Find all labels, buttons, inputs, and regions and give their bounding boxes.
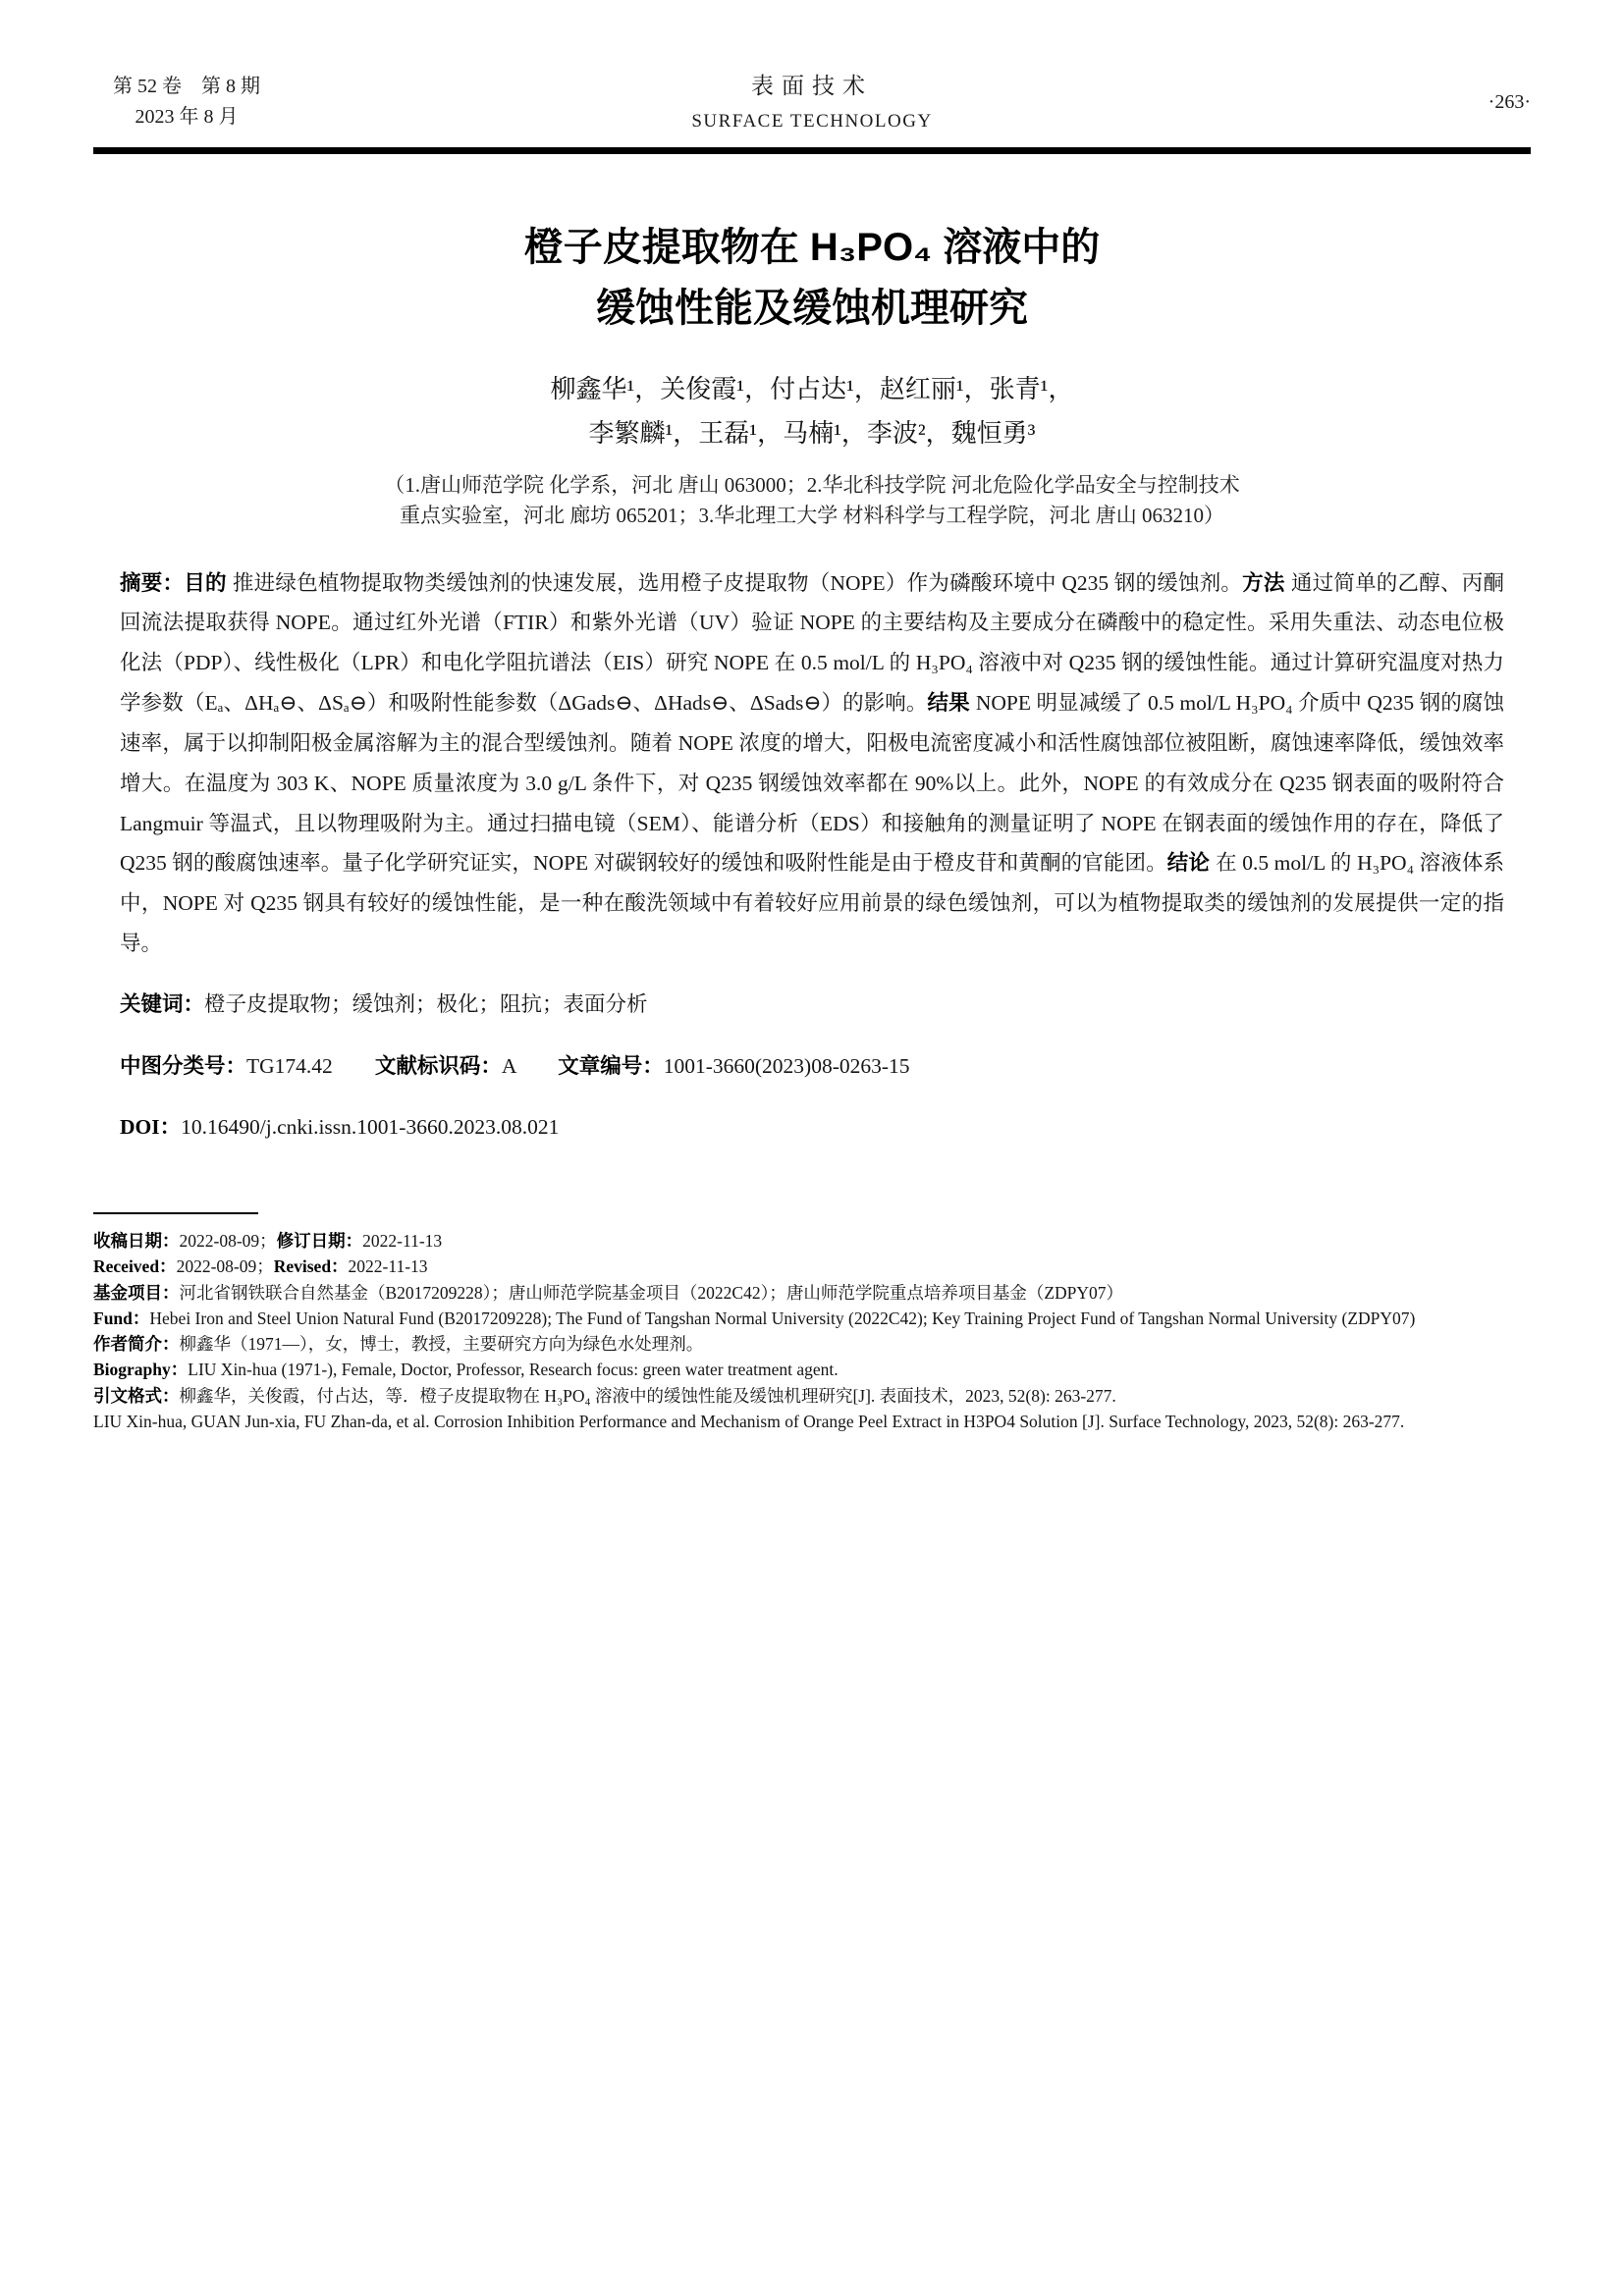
text-segment: 柳鑫华（1971—），女，博士，教授，主要研究方向为绿色水处理剂。 (179, 1334, 704, 1355)
text-segment: DOI： (120, 1115, 182, 1140)
text-segment: 关键词： (120, 992, 205, 1017)
header-volume-line: 第 52 卷 第 8 期 (113, 76, 260, 98)
author-line2: 李繁麟¹，王磊¹，马楠¹，李波²，魏恒勇³ (588, 418, 1036, 448)
text-segment: 河北省钢铁联合自然基金（B2017209228）；唐山师范学院基金项目（2022C42）；唐山师范学院重点培养项目基金（ZDPY07） (179, 1282, 1124, 1303)
text-segment: 在 0.5 mol/L 的 H₃PO₄ 溶液体系中，NOPE 对 Q235 钢具有较好的缓蚀性能，是一种在酸洗领域中有着较好应用前景的绿色缓蚀剂，可以为植物提取类的缓蚀剂的发展提供一定的指导。 (120, 851, 1504, 956)
text-segment (333, 1054, 375, 1078)
text-segment: Received： (93, 1256, 177, 1277)
text-segment: LIU Xin-hua (1971-), Female, Doctor, Professor, Research focus: green water treatment agent. (188, 1360, 839, 1380)
text-segment: 方法 (1242, 570, 1291, 595)
text-segment: 文献标识码： (374, 1053, 502, 1078)
text-segment: 橙子皮提取物；缓蚀剂；极化；阻抗；表面分析 (204, 992, 648, 1017)
article-title-line1: 橙子皮提取物在 H₃PO₄ 溶液中的 (523, 226, 1101, 270)
text-segment: 2022-11-13 (362, 1230, 443, 1251)
footnote-block (93, 1230, 1531, 1433)
footnote-rule (93, 1212, 258, 1214)
header-journal-block (280, 69, 1344, 135)
text-segment: LIU Xin-hua, GUAN Jun-xia, FU Zhan-da, et al. Corrosion Inhibition Performance and Mechanism of Orange Peel Extract in H3PO4 Solution [J]. Surface Technology, 2023, 52(8): 263-277. (93, 1411, 1405, 1431)
journal-title-en: SURFACE TECHNOLOGY (691, 110, 933, 132)
footnote-fund-cn (93, 1282, 1531, 1305)
text-segment (515, 1054, 558, 1078)
text-segment: 结果 (927, 691, 976, 716)
text-segment: 1001-3660(2023)08-0263-15 (663, 1053, 910, 1078)
text-segment: 柳鑫华，关俊霞，付占达，等．橙子皮提取物在 H₃PO₄ 溶液中的缓蚀性能及缓蚀机理研究[J]. 表面技术，2023, 52(8): 263-277. (179, 1385, 1116, 1406)
affiliation-line1: （1.唐山师范学院 化学系，河北 唐山 063000；2.华北科技学院 河北危险化学品安全与控制技术 (384, 472, 1240, 497)
text-segment: Revised： (273, 1256, 349, 1277)
affiliation-line2: 重点实验室，河北 廊坊 065201；3.华北理工大学 材料科学与工程学院，河北 唐山 063210） (400, 504, 1224, 528)
header-date-line: 2023 年 8 月 (135, 106, 239, 129)
author-line1: 柳鑫华¹，关俊霞¹，付占达¹，赵红丽¹，张青¹， (550, 375, 1074, 404)
text-segment: 收稿日期： (93, 1230, 180, 1251)
text-segment: 文章编号： (558, 1053, 664, 1078)
affiliation-block (93, 470, 1531, 532)
footnote-citation-en (93, 1411, 1531, 1433)
doi-line (120, 1107, 1504, 1148)
abstract-paragraph (120, 563, 1504, 964)
text-segment: 结论 (1166, 851, 1217, 876)
author-list (93, 368, 1531, 455)
footnote-biography-en (93, 1359, 1531, 1381)
article-title (93, 217, 1531, 339)
text-segment: 目的 (184, 570, 233, 595)
article-title-line2: 缓蚀性能及缓蚀机理研究 (596, 287, 1028, 331)
journal-title-cn: 表面技术 (751, 74, 873, 98)
text-segment: 摘要： (120, 570, 185, 595)
text-segment: 作者简介： (93, 1334, 180, 1355)
keywords-line (120, 985, 1504, 1025)
text-segment: 10.16490/j.cnki.issn.1001-3660.2023.08.021 (181, 1115, 560, 1140)
text-segment: 引文格式： (93, 1385, 180, 1406)
text-segment: 通过简单的乙醇、丙酮回流法提取获得 NOPE。通过红外光谱（FTIR）和紫外光谱（UV）验证 NOPE 的主要结构及主要成分在磷酸中的稳定性。采用失重法、动态电位极化法（PDP）、线性极化（LPR）和电化学阻抗谱法（EIS）研究 NOPE 在 0.5 mol/L 的 H₃PO₄ 溶液中对 Q235 钢的缓蚀性能。通过计算研究温度对热力学参数（Eₐ、ΔHₐ⊖、ΔSₐ⊖）和吸附性能参数（ΔGads⊖、ΔHads⊖、ΔSads⊖）的影响。 (120, 570, 1504, 716)
text-segment: Fund： (93, 1308, 150, 1328)
text-segment: 2022-11-13 (348, 1256, 428, 1277)
page-header (93, 69, 1531, 135)
text-segment: NOPE 明显减缓了 0.5 mol/L H₃PO₄ 介质中 Q235 钢的腐蚀速率，属于以抑制阳极金属溶解为主的混合型缓蚀剂。随着 NOPE 浓度的增大，阳极电流密度减小和活性腐蚀部位被阻断，腐蚀速率降低，缓蚀效率增大。在温度为 303 K、NOPE 质量浓度为 3.0 g/L 条件下，对 Q235 钢缓蚀效率都在 90%以上。此外，NOPE 的有效成分在 Q235 钢表面的吸附符合 Langmuir 等温式，且以物理吸附为主。通过扫描电镜（SEM）、能谱分析（EDS）和接触角的测量证明了 NOPE 在钢表面的缓蚀作用的存在，降低了 Q235 钢的酸腐蚀速率。量子化学研究证实，NOPE 对碳钢较好的缓蚀和吸附性能是由于橙皮苷和黄酮的官能团。 (120, 691, 1504, 876)
text-segment: Hebei Iron and Steel Union Natural Fund (B2017209228); The Fund of Tangshan Normal University (2022C42); Key Training Project Fund of Tangshan Normal University (ZDPY07) (149, 1308, 1416, 1328)
footnote-received-en (93, 1255, 1531, 1278)
header-issue-block (93, 72, 280, 133)
header-page-number: ·263· (1488, 90, 1531, 113)
header-rule (93, 147, 1531, 154)
text-segment: 中图分类号： (120, 1053, 247, 1078)
footnote-citation-cn (93, 1385, 1531, 1408)
text-segment: 修订日期： (276, 1230, 363, 1251)
footnote-received-cn (93, 1230, 1531, 1253)
text-segment: A (501, 1053, 516, 1078)
footnote-fund-en (93, 1308, 1531, 1330)
classification-line (120, 1046, 1504, 1087)
text-segment: 基金项目： (93, 1282, 180, 1303)
text-segment: 2022-08-09； (179, 1230, 277, 1251)
footnote-biography-cn (93, 1333, 1531, 1356)
text-segment: TG174.42 (246, 1053, 333, 1078)
text-segment: Biography： (93, 1360, 189, 1380)
text-segment: 2022-08-09； (176, 1256, 274, 1277)
text-segment: 推进绿色植物提取物类缓蚀剂的快速发展，选用橙子皮提取物（NOPE）作为磷酸环境中 Q235 钢的缓蚀剂。 (232, 570, 1243, 595)
